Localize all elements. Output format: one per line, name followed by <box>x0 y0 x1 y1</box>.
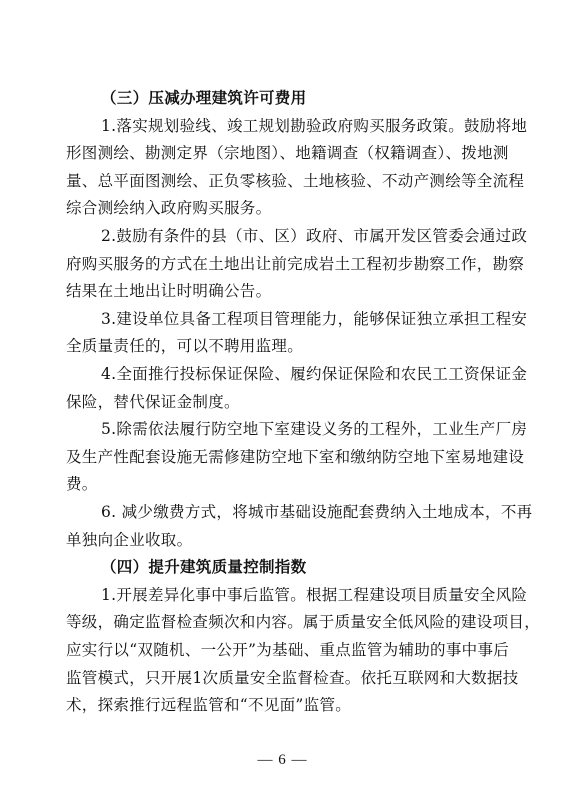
paragraph-line: 术，探索推行远程监管和“不见面”监管。 <box>66 696 352 715</box>
paragraph-line: 4.全面推行投标保证保险、履约保证保险和农民工工资保证金 <box>101 365 528 383</box>
paragraph-line: 5.除需依法履行防空地下室建设义务的工程外，工业生产厂房 <box>101 420 528 439</box>
paragraph-line: 量、总平面图测绘、正负零核验、土地核验、不动产测绘等全流程 <box>66 171 525 190</box>
paragraph-line: 6. 减少缴费方式，将城市基础设施配套费纳入土地成本，不再 <box>101 503 533 521</box>
paragraph-line: 监管模式，只开展1次质量安全监督检查。依托互联网和大数据技 <box>66 668 519 687</box>
paragraph-line: 单独向企业收取。 <box>66 530 193 549</box>
paragraph-line: 综合测绘纳入政府购买服务。 <box>66 199 272 218</box>
page-number: — 6 — <box>257 752 308 768</box>
paragraph-line: 3.建设单位具备工程项目管理能力，能够保证独立承担工程安 <box>101 309 528 328</box>
paragraph-line: 费。 <box>66 475 98 494</box>
paragraph-line: 2.鼓励有条件的县（市、区）政府、市属开发区管委会通过政 <box>101 227 528 245</box>
paragraph-line: 1.落实规划验线、竣工规划勘验政府购买服务政策。鼓励将地 <box>101 116 528 135</box>
paragraph-line: 保险，替代保证金制度。 <box>66 392 240 411</box>
paragraph-line: 等级，确定监督检查频次和内容。属于质量安全低风险的建设项目， <box>66 613 541 632</box>
paragraph-line: 及生产性配套设施无需修建防空地下室和缴纳防空地下室易地建设 <box>66 447 525 466</box>
section-heading: （四）提升建筑质量控制指数 <box>101 557 307 577</box>
paragraph-line: 结果在土地出让时明确公告。 <box>66 282 272 301</box>
paragraph-line: 府购买服务的方式在土地出让前完成岩土工程初步勘察工作，勘察 <box>66 254 525 273</box>
paragraph-line: 形图测绘、勘测定界（宗地图）、地籍调查（权籍调查）、拨地测 <box>66 144 509 163</box>
paragraph-line: 1.开展差异化事中事后监管。根据工程建设项目质量安全风险 <box>101 585 528 604</box>
section-heading: （三）压减办理建筑许可费用 <box>101 88 307 107</box>
paragraph-line: 全质量责任的，可以不聘用监理。 <box>66 337 304 356</box>
paragraph-line: 应实行以“双随机、一公开”为基础、重点监管为辅助的事中事后 <box>66 641 510 659</box>
